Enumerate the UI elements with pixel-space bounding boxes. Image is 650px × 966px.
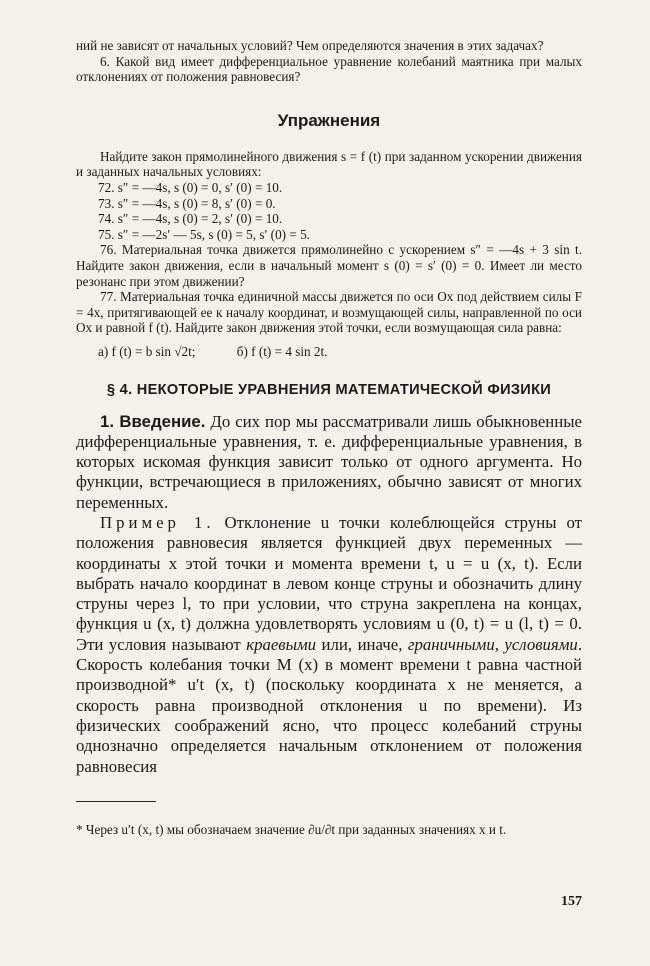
book-page [76,38,582,844]
example-paragraph [76,513,582,777]
example-text-3: . Скорость колебания точки M (x) в момент времени t равна частной производной* u′t (x, t) (поскольку координата x не меняется, а скорость равна производной отклонения u по времени). Из физических соображений ясно, что процесс колебаний струны однозначно определяется начальным отклонением от положения равновесия [76,634,583,776]
footnote-text: * Через u′t (x, t) мы обозначаем значение ∂u/∂t при заданных значениях x и t. [76,821,507,837]
section-title: § 4. НЕКОТОРЫЕ УРАВНЕНИЯ МАТЕМАТИЧЕСКОЙ ФИЗИКИ [106,381,552,398]
question-6: 6. Какой вид имеет дифференциальное уравнение колебаний маятника при малых отклонениях от положения равновесия? [76,53,582,85]
example-em-2: граничными, условиями [407,634,578,654]
question-tail: ний не зависят от начальных условий? Чем определяются значения в этих задачах? [76,38,544,53]
exercise-77-option-b: б) f (t) = 4 sin 2t. [236,343,328,359]
exercise-72: 72. s″ = —4s, s (0) = 0, s′ (0) = 10. [98,179,283,195]
exercise-73: 73. s″ = —4s, s (0) = 8, s′ (0) = 0. [98,195,276,211]
example-text-1: Отклонение u точки колеблющейся струны от положения равновесия является функцией двух переменных — координаты x этой точки и момента времени t, u = u (x, t). Если выбрать начало координат в левом конце струны и обозначить длину струны через l, то при условии, что струна закреплена на концах, функция u (x, t) должна удовлетворять условиям u (0, t) = u (l, t) = 0. Эти условия называют [76,512,582,654]
exercises-intro: Найдите закон прямолинейного движения s = f (t) при заданном ускорении движения и заданных начальных условиях: [76,148,582,180]
example-text-2: или, иначе, [316,634,408,654]
intro-label: 1. Введение. [100,411,206,431]
footnote-divider [76,801,156,802]
main-text [76,412,582,777]
exercise-77: 77. Материальная точка единичной массы движется по оси Ox под действием силы F = 4x, притягивающей ее к началу координат, и возмущающей силы, направленной по оси Ox и равной f (t). Найдите закон движения этой точки, если возмущающая сила равна: [76,289,582,336]
intro-text: До сих пор мы рассматривали лишь обыкновенные дифференциальные уравнения, т. е. дифференциальные уравнения, в которых искомая функция зависит только от одного аргумента. Но функции, встречающиеся в приложениях, обычно зависят от многих переменных. [76,411,582,512]
exercise-77-options [76,344,582,360]
exercise-74: 74. s″ = —4s, s (0) = 2, s′ (0) = 10. [98,211,283,227]
questions-block [76,38,582,85]
intro-paragraph [76,412,582,513]
exercise-76: 76. Материальная точка движется прямолинейно с ускорением s″ = —4s + 3 sin t. Найдите закон движения, если в начальный момент s (0) = s′ (0) = 0. Имеет ли место резонанс при этом движении? [76,242,582,289]
example-label: Пример 1. [100,512,215,532]
footnote [76,816,582,844]
exercise-75: 75. s″ = —2s′ — 5s, s (0) = 5, s′ (0) = 5. [98,226,310,242]
exercise-77-option-a: а) f (t) = b sin √2t; [98,343,196,359]
exercises-block [76,149,582,360]
exercises-heading: Упражнения [277,110,381,130]
page-number: 157 [561,894,582,909]
example-em-1: краевыми [246,634,317,654]
